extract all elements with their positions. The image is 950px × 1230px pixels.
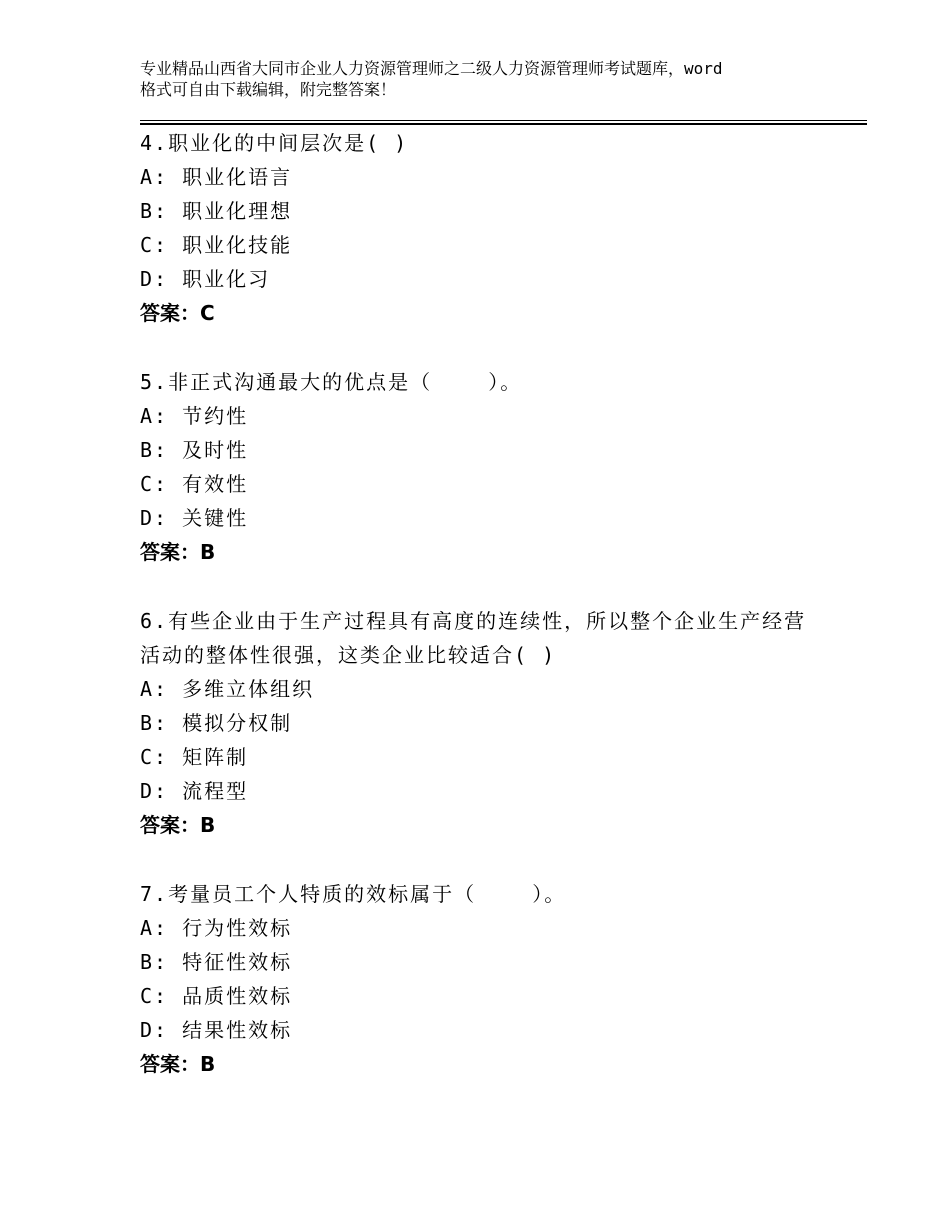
option-a: A: 行为性效标	[140, 916, 293, 940]
option-d: D: 流程型	[140, 779, 249, 803]
question-block	[140, 604, 840, 842]
option-d: D: 职业化习	[140, 267, 271, 291]
option-a: A: 节约性	[140, 404, 249, 428]
question-block	[140, 877, 840, 1081]
option-c: C: 有效性	[140, 472, 249, 496]
header-line-1: 专业精品山西省大同市企业人力资源管理师之二级人力资源管理师考试题库，word	[140, 59, 723, 78]
option-c: C: 矩阵制	[140, 745, 249, 769]
header-divider-thin	[140, 120, 867, 121]
question-stem: 7.考量员工个人特质的效标属于（ ）。	[140, 882, 567, 906]
header-line-2: 格式可自由下载编辑，附完整答案！	[140, 80, 397, 99]
document-header	[140, 58, 860, 100]
question-stem: 5.非正式沟通最大的优点是（ ）。	[140, 370, 523, 394]
answer-label: 答案：C	[140, 301, 215, 325]
question-block	[140, 365, 840, 569]
question-stem-line-2: 活动的整体性很强，这类企业比较适合( )	[140, 643, 557, 667]
header-divider-thick	[140, 123, 867, 125]
option-a: A: 多维立体组织	[140, 677, 315, 701]
question-block	[140, 126, 840, 330]
option-b: B: 职业化理想	[140, 199, 293, 223]
option-b: B: 及时性	[140, 438, 249, 462]
answer-label: 答案：B	[140, 540, 216, 564]
option-c: C: 职业化技能	[140, 233, 293, 257]
option-d: D: 结果性效标	[140, 1018, 293, 1042]
option-a: A: 职业化语言	[140, 165, 293, 189]
option-d: D: 关键性	[140, 506, 249, 530]
option-b: B: 特征性效标	[140, 950, 293, 974]
option-c: C: 品质性效标	[140, 984, 293, 1008]
option-b: B: 模拟分权制	[140, 711, 293, 735]
question-stem: 4.职业化的中间层次是( )	[140, 131, 409, 155]
answer-label: 答案：B	[140, 813, 216, 837]
answer-label: 答案：B	[140, 1052, 216, 1076]
question-stem-line-1: 6.有些企业由于生产过程具有高度的连续性，所以整个企业生产经营	[140, 609, 807, 633]
